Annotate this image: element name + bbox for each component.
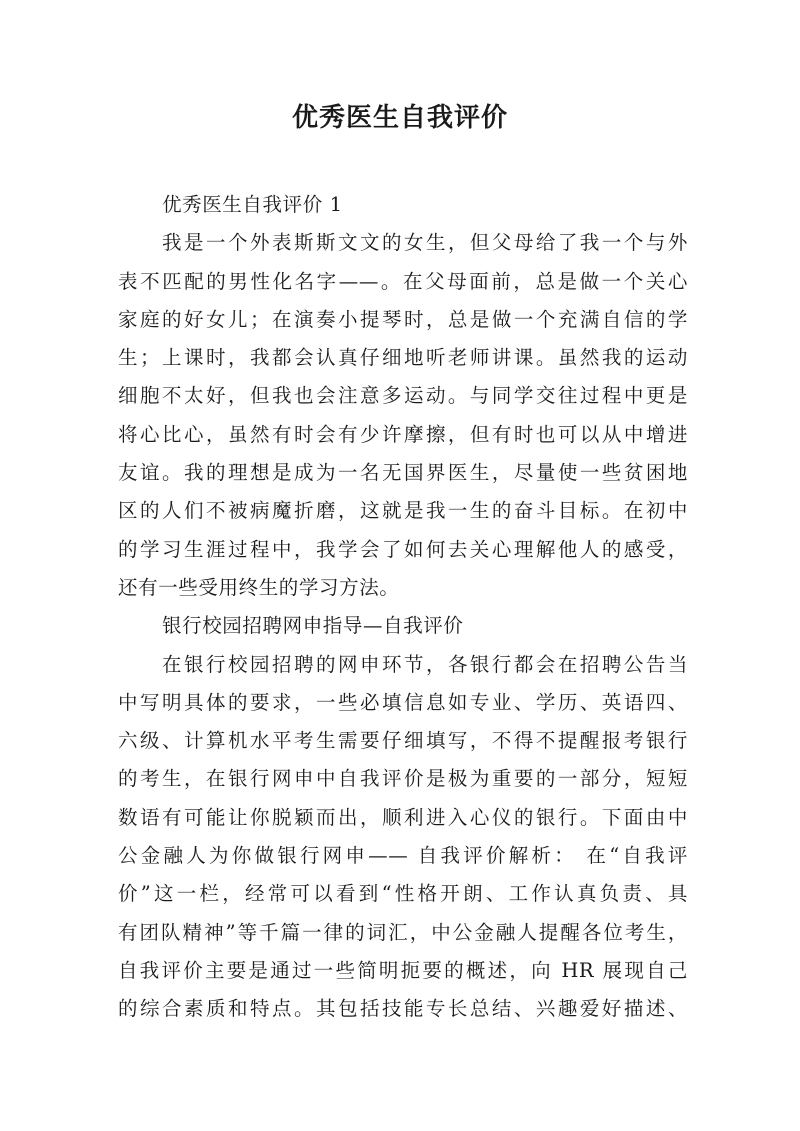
text-line: 有团队精神”等千篇一律的词汇，中公金融人提醒各位考生， [118, 920, 688, 944]
text-line: 银行校园招聘网申指导—自我评价 [162, 614, 464, 638]
text-line: 价”这一栏，经常可以看到“性格开朗、工作认真负责、具 [118, 882, 688, 906]
text-line: 的考生，在银行网申中自我评价是极为重要的一部分，短短 [118, 767, 688, 791]
text-line: 数语有可能让你脱颖而出，顺利进入心仪的银行。下面由中 [118, 805, 688, 829]
text-line: 友谊。我的理想是成为一名无国界医生，尽量使一些贫困地 [118, 461, 688, 485]
text-line: 区的人们不被病魔折磨，这就是我一生的奋斗目标。在初中 [118, 499, 688, 523]
text-line: 将心比心，虽然有时会有少许摩擦，但有时也可以从中增进 [118, 422, 688, 446]
text-line: 还有一些受用终生的学习方法。 [118, 575, 400, 599]
text-line: 表不匹配的男性化名字——。在父母面前，总是做一个关心 [118, 269, 688, 293]
text-line: 六级、计算机水平考生需要仔细填写，不得不提醒报考银行 [118, 729, 688, 753]
text-line: 我是一个外表斯斯文文的女生，但父母给了我一个与外 [162, 231, 688, 255]
text-line: 中写明具体的要求，一些必填信息如专业、学历、英语四、 [118, 690, 688, 714]
document-body [118, 186, 688, 1029]
text-line: 的综合素质和特点。其包括技能专长总结、兴趣爱好描述、 [118, 997, 688, 1021]
text-line: 自我评价主要是通过一些简明扼要的概述，向 HR 展现自己 [118, 958, 688, 982]
text-line: 在银行校园招聘的网申环节，各银行都会在招聘公告当 [162, 652, 688, 676]
text-line: 家庭的好女儿；在演奏小提琴时，总是做一个充满自信的学 [118, 307, 688, 331]
text-line: 公金融人为你做银行网申—— 自我评价解析： 在“自我评 [118, 844, 688, 868]
text-line: 细胞不太好，但我也会注意多运动。与同学交往过程中更是 [118, 384, 688, 408]
text-line: 优秀医生自我评价 1 [162, 193, 343, 216]
text-line: 的学习生涯过程中，我学会了如何去关心理解他人的感受， [118, 537, 688, 561]
document-title: 优秀医生自我评价 [291, 103, 508, 133]
text-line: 生；上课时，我都会认真仔细地听老师讲课。虽然我的运动 [118, 346, 688, 370]
